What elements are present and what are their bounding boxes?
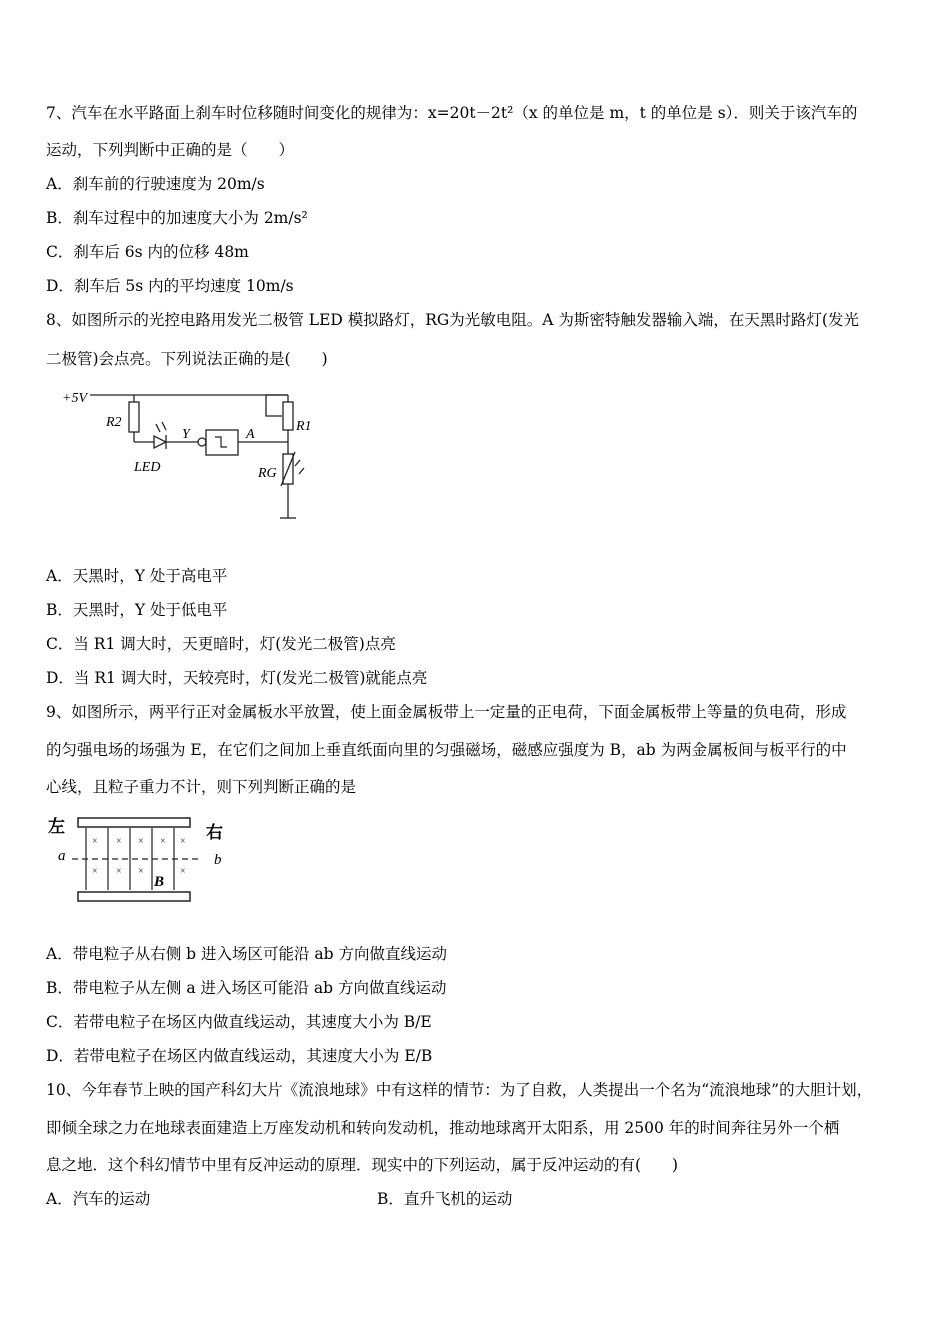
- q9-stem-line1: 9、如图所示，两平行正对金属板水平放置，使上面金属板带上一定量的正电荷，下面金属板带上等量的负电荷，形成: [46, 703, 847, 721]
- q7-stem-line1: 7、汽车在水平路面上刹车时位移随时间变化的规律为：x=20t－2t²（x 的单位是 m，t 的单位是 s）．则关于该汽车的: [46, 104, 858, 122]
- left-label: 左: [48, 817, 65, 836]
- q9-option-b: B．带电粒子从左侧 a 进入场区可能沿 ab 方向做直线运动: [46, 979, 447, 997]
- q9-stem-line2: 的匀强电场的场强为 E，在它们之间加上垂直纸面向里的匀强磁场，磁感应强度为 B，ab 为两金属板间与板平行的中: [46, 741, 847, 759]
- svg-text:×: ×: [116, 836, 122, 847]
- q10-option-a: A．汽车的运动: [46, 1190, 151, 1208]
- svg-text:×: ×: [92, 836, 98, 847]
- q8-option-a: A．天黑时，Y 处于高电平: [46, 567, 228, 585]
- supply-label: +5V: [62, 391, 87, 406]
- q10-stem-line2: 即倾全球之力在地球表面建造上万座发动机和转向发动机，推动地球离开太阳系，用 2500 年的时间奔往另外一个栖: [46, 1119, 840, 1137]
- q9-option-a: A．带电粒子从右侧 b 进入场区可能沿 ab 方向做直线运动: [46, 945, 447, 963]
- q9-stem-line3: 心线，且粒子重力不计，则下列判断正确的是: [46, 778, 357, 796]
- q9-plates-diagram: [46, 812, 236, 912]
- q7-option-c: C．刹车后 6s 内的位移 48m: [46, 243, 249, 261]
- q8-stem-line1: 8、如图所示的光控电路用发光二极管 LED 模拟路灯，RG为光敏电阻。A 为斯密特触发器输入端，在天黑时路灯(发光: [46, 311, 859, 329]
- r1-label: R1: [296, 419, 312, 434]
- q7-option-d: D．刹车后 5s 内的平均速度 10m/s: [46, 277, 294, 295]
- q10-stem-line1: 10、今年春节上映的国产科幻大片《流浪地球》中有这样的情节：为了自救，人类提出一个名为“流浪地球”的大胆计划，: [46, 1081, 873, 1099]
- q8-circuit-diagram: [50, 380, 340, 530]
- a-label: A: [246, 427, 255, 442]
- field-label: B: [154, 874, 165, 890]
- svg-text:×: ×: [160, 836, 166, 847]
- q10-option-b: B．直升飞机的运动: [377, 1190, 513, 1208]
- y-label: Y: [182, 427, 190, 442]
- q9-option-d: D．若带电粒子在场区内做直线运动，其速度大小为 E/B: [46, 1047, 433, 1065]
- svg-text:×: ×: [138, 836, 144, 847]
- svg-text:×: ×: [180, 836, 186, 847]
- q9-option-c: C．若带电粒子在场区内做直线运动，其速度大小为 B/E: [46, 1013, 432, 1031]
- right-label: 右: [206, 823, 223, 842]
- r2-label: R2: [106, 415, 122, 430]
- q7-stem-line2: 运动，下列判断中正确的是（ ）: [46, 141, 295, 159]
- svg-text:×: ×: [92, 866, 98, 877]
- b-label: b: [214, 852, 222, 868]
- q7-option-b: B．刹车过程中的加速度大小为 2m/s²: [46, 209, 308, 227]
- q8-option-b: B．天黑时，Y 处于低电平: [46, 601, 228, 619]
- q8-option-c: C．当 R1 调大时，天更暗时，灯(发光二极管)点亮: [46, 635, 396, 653]
- q8-stem-line2: 二极管)会点亮。下列说法正确的是( ): [46, 350, 328, 368]
- led-label: LED: [134, 460, 161, 475]
- q10-stem-line3: 息之地．这个科幻情节中里有反冲运动的原理．现实中的下列运动，属于反冲运动的有( ): [46, 1156, 679, 1174]
- svg-text:×: ×: [180, 866, 186, 877]
- svg-text:×: ×: [116, 866, 122, 877]
- a-label: a: [58, 848, 66, 864]
- svg-text:×: ×: [138, 866, 144, 877]
- q8-option-d: D．当 R1 调大时，天较亮时，灯(发光二极管)就能点亮: [46, 669, 428, 687]
- rg-label: RG: [258, 466, 277, 481]
- q7-option-a: A．刹车前的行驶速度为 20m/s: [46, 175, 265, 193]
